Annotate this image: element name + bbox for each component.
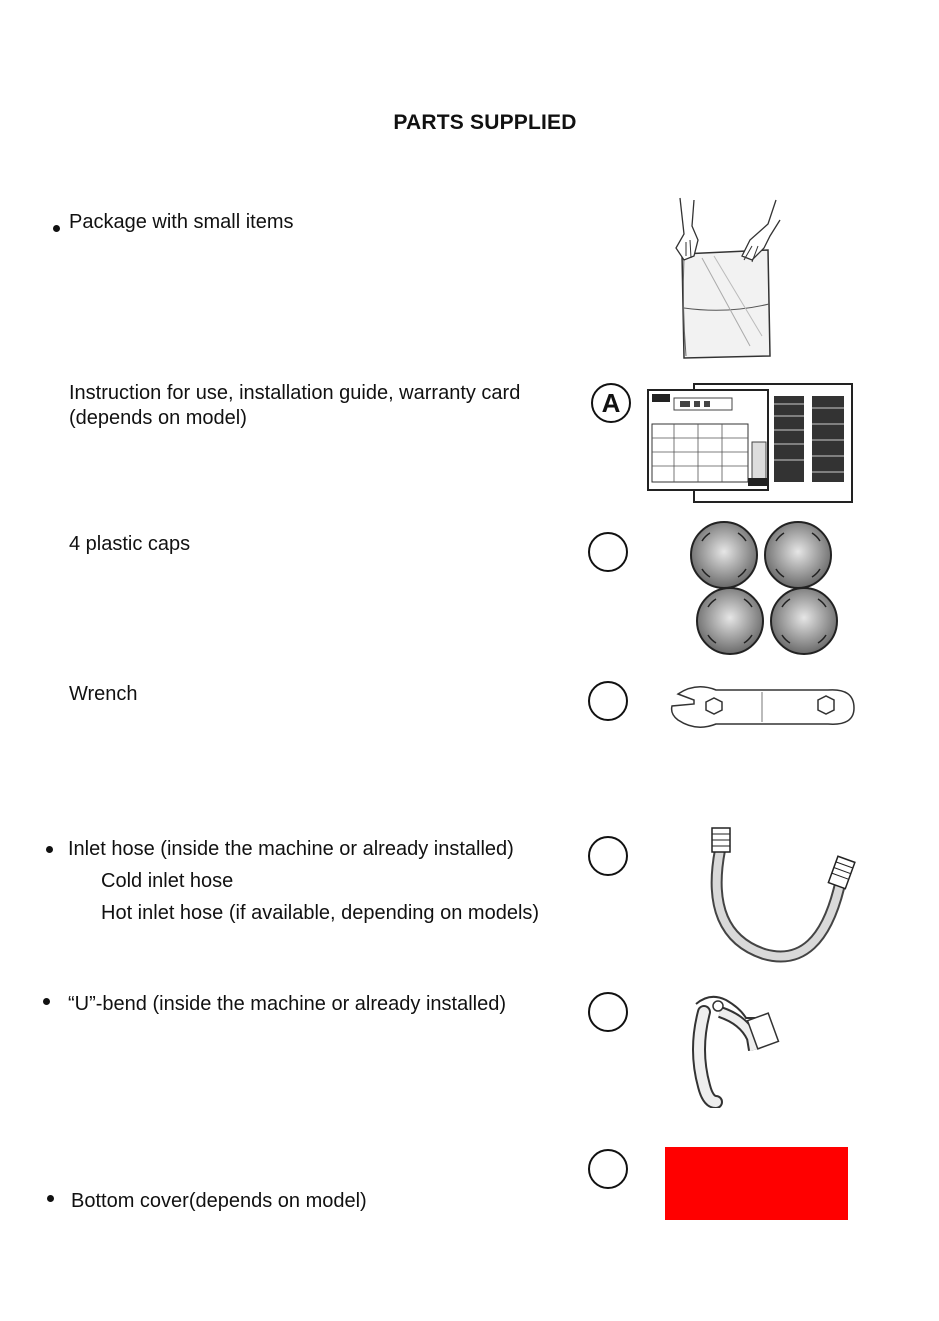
bullet (47, 1195, 54, 1202)
item-caps-text: 4 plastic caps (69, 533, 191, 555)
marker-circle (588, 1149, 628, 1189)
item-bottom-cover-text: Bottom cover(depends on model) (71, 1190, 367, 1212)
bag-hands-icon (672, 196, 782, 364)
wrench-icon (668, 680, 858, 734)
manual-documents-icon (644, 382, 856, 504)
item-package-text: Package with small items (69, 211, 294, 233)
marker-a: A (591, 383, 631, 423)
bullet (43, 998, 50, 1005)
item-wrench-text: Wrench (69, 683, 138, 705)
item-instructions-line2: (depends on model) (69, 407, 247, 429)
marker-circle (588, 992, 628, 1032)
bullet (46, 846, 53, 853)
item-inlet-hose-text: Inlet hose (inside the machine or already installed) (68, 838, 514, 860)
marker-circle (588, 532, 628, 572)
item-instructions-line1: Instruction for use, installation guide, warranty card (69, 382, 521, 404)
bullet (53, 225, 60, 232)
marker-circle (588, 681, 628, 721)
page-title: PARTS SUPPLIED (393, 111, 577, 134)
bottom-cover-block (665, 1147, 848, 1220)
item-u-bend-text: “U”-bend (inside the machine or already installed) (68, 993, 506, 1015)
plastic-caps-icon (688, 519, 842, 659)
inlet-hose-icon (694, 824, 860, 966)
marker-circle (588, 836, 628, 876)
item-cold-hose-text: Cold inlet hose (101, 870, 234, 892)
item-hot-hose-text: Hot inlet hose (if available, depending on models) (101, 902, 540, 924)
u-bend-icon (690, 990, 794, 1108)
